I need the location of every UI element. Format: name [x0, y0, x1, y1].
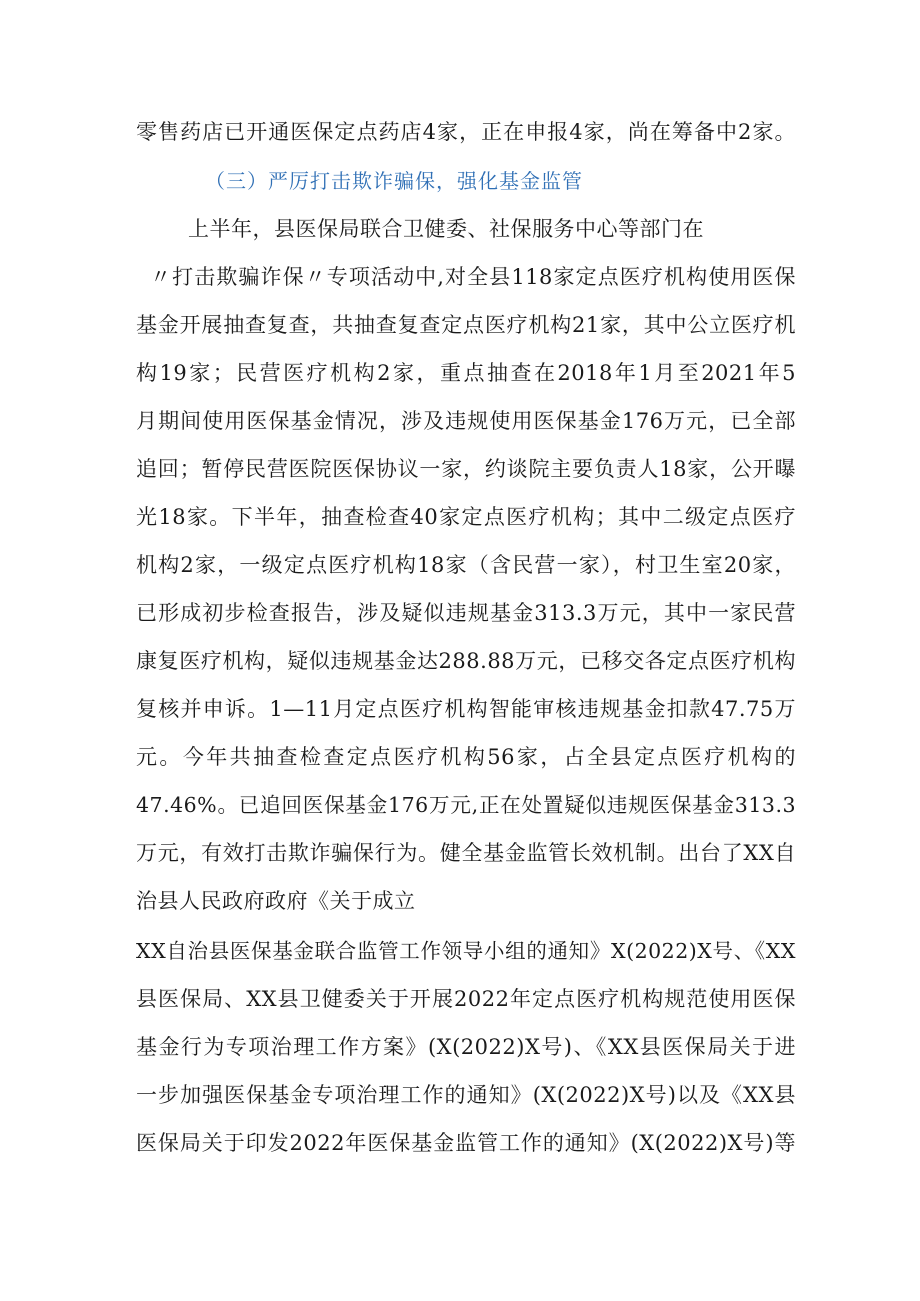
paragraph-line: XX自治县医保基金联合监管工作领导小组的通知》X(2022)X号、《XX — [136, 939, 796, 963]
paragraph-line: 机构2家，一级定点医疗机构18家（含民营一家），村卫生室20家， — [136, 553, 796, 577]
paragraph-line: 治县人民政府政府《关于成立 — [136, 889, 416, 913]
paragraph-line: 复核并申诉。1—11月定点医疗机构智能审核违规基金扣款47.75万 — [136, 697, 796, 721]
paragraph-line: 光18家。下半年，抽查检查40家定点医疗机构；其中二级定点医疗 — [136, 505, 796, 529]
paragraph-line: 上半年，县医保局联合卫健委、社保服务中心等部门在 — [188, 217, 704, 241]
paragraph-line: 追回；暂停民营医院医保协议一家，约谈院主要负责人18家，公开曝 — [136, 457, 796, 481]
paragraph-line: 〃打击欺骗诈保〃专项活动中,对全县118家定点医疗机构使用医保 — [150, 265, 796, 289]
paragraph-line: 医保局关于印发2022年医保基金监管工作的通知》(X(2022)X号)等 — [136, 1131, 796, 1155]
paragraph-line: 47.46%。已追回医保基金176万元,正在处置疑似违规医保基金313.3 — [136, 793, 796, 817]
paragraph-line: 已形成初步检查报告，涉及疑似违规基金313.3万元，其中一家民营 — [136, 601, 796, 625]
paragraph-line: 月期间使用医保基金情况，涉及违规使用医保基金176万元，已全部 — [136, 409, 796, 433]
paragraph-line: 零售药店已开通医保定点药店4家，正在申报4家，尚在筹备中2家。 — [136, 120, 796, 144]
paragraph-line: 基金开展抽查复查，共抽查复查定点医疗机构21家，其中公立医疗机 — [136, 313, 796, 337]
paragraph-line: 一步加强医保基金专项治理工作的通知》(X(2022)X号)以及《XX县 — [136, 1083, 796, 1107]
section-heading: （三）严厉打击欺诈骗保，强化基金监管 — [205, 169, 583, 193]
paragraph-line: 康复医疗机构，疑似违规基金达288.88万元，已移交各定点医疗机构 — [136, 649, 796, 673]
paragraph-line: 构19家；民营医疗机构2家，重点抽查在2018年1月至2021年5 — [136, 361, 796, 385]
paragraph-line: 基金行为专项治理工作方案》(X(2022)X号)、《XX县医保局关于进 — [136, 1035, 796, 1059]
paragraph-line: 县医保局、XX县卫健委关于开展2022年定点医疗机构规范使用医保 — [136, 987, 796, 1011]
paragraph-line: 万元，有效打击欺诈骗保行为。健全基金监管长效机制。出台了XX自 — [136, 841, 796, 865]
paragraph-line: 元。今年共抽查检查定点医疗机构56家，占全县定点医疗机构的 — [136, 745, 796, 769]
